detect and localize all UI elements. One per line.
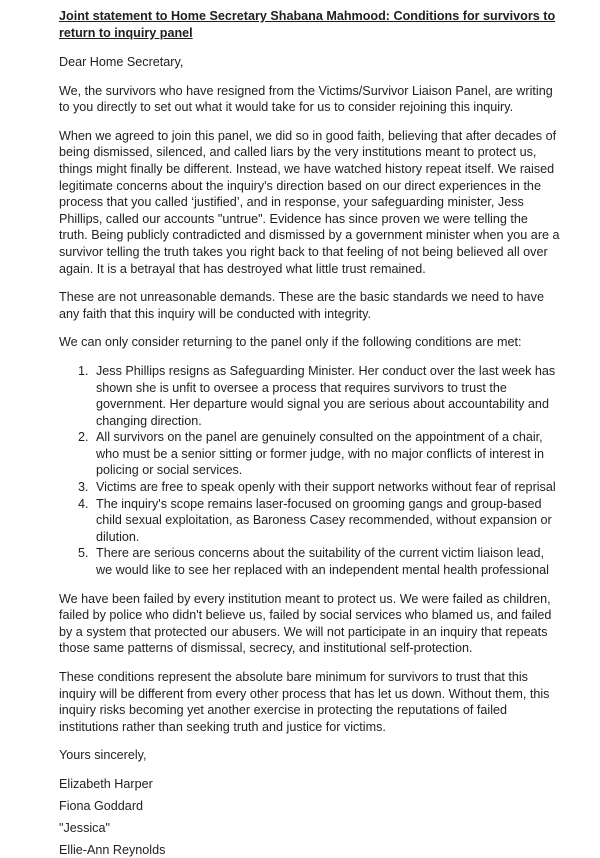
intro-paragraph: We, the survivors who have resigned from the Victims/Survivor Liaison Panel, are writing to you directly to set out what it would take for us to consider rejoining this inquiry. <box>59 83 553 115</box>
conditions-intro-paragraph: We can only consider returning to the panel only if the following conditions are met: <box>59 335 522 350</box>
condition-item <box>59 496 560 546</box>
salutation: Dear Home Secretary, <box>59 55 184 69</box>
signatory-name: "Jessica" <box>59 820 110 835</box>
failed-institutions-paragraph: We have been failed by every institution meant to protect us. We were failed as children, failed by police who didn't believe us, failed by social services who blamed us, and failed by a system that protected our abusers. We will not participate in an inquiry that repeats those same patterns of dismissal, secrecy, and institutional self-protection. <box>59 591 552 656</box>
condition-item <box>59 479 560 496</box>
signatory-name: Elizabeth Harper <box>59 776 153 791</box>
signatories-list <box>59 776 560 858</box>
condition-number: 5. <box>78 546 89 561</box>
demands-paragraph: These are not unreasonable demands. These are the basic standards we need to have any faith that this inquiry will be conducted with integrity. <box>59 290 544 321</box>
condition-text: All survivors on the panel are genuinely consulted on the appointment of a chair, who must be a senior sitting or former judge, with no major conflicts of interest in policing or social services. <box>96 430 544 478</box>
condition-item <box>59 545 560 578</box>
condition-item <box>59 363 560 429</box>
condition-text: Jess Phillips resigns as Safeguarding Minister. Her conduct over the last week has shown she is unfit to oversee a process that requires survivors to trust the government. Her departure would signal you are serious about accountability and changing direction. <box>96 363 556 428</box>
condition-number: 4. <box>78 496 89 511</box>
condition-number: 3. <box>78 480 89 495</box>
condition-text: There are serious concerns about the suitability of the current victim liaison lead, we would like to see her replaced with an independent mental health professional <box>96 546 549 578</box>
sign-off: Yours sincerely, <box>59 748 147 763</box>
conditions-list <box>59 363 560 579</box>
bare-minimum-paragraph: These conditions represent the absolute bare minimum for survivors to trust that this inquiry will be different from every other process that has let us down. Without them, this inquiry risks becoming yet another exercise in protecting the reputations of failed institutions rather than seeking truth and justice for victims. <box>59 670 550 734</box>
condition-item <box>59 429 560 479</box>
signatory-name: Ellie-Ann Reynolds <box>59 842 166 857</box>
background-paragraph: When we agreed to join this panel, we did so in good faith, believing that after decades of being dismissed, silenced, and called liars by the very institutions meant to protect us, things might finally be different. Instead, we have watched history repeat itself. We raised legitimate concerns about the inquiry's direction based on our direct experiences in the process that you called ‘justified’, and in response, your safeguarding minister, Jess Phillips, called our accounts "untrue". Evidence has since proven we were telling the truth. Being publicly contradicted and dismissed by a government minister when you are a survivor telling the truth takes you right back to that feeling of not being believed all over again. It is a betrayal that has destroyed what little trust remained. <box>59 128 560 276</box>
condition-text: Victims are free to speak openly with their support networks without fear of reprisal <box>96 480 556 495</box>
condition-number: 2. <box>78 430 89 445</box>
condition-text: The inquiry's scope remains laser-focused on grooming gangs and group-based child sexual exploitation, as Baroness Casey recommended, without expansion or dilution. <box>96 496 552 544</box>
letter-title: Joint statement to Home Secretary Shabana Mahmood: Conditions for survivors to return to inquiry panel <box>59 9 556 40</box>
condition-number: 1. <box>78 363 89 378</box>
signatory-name: Fiona Goddard <box>59 798 144 813</box>
